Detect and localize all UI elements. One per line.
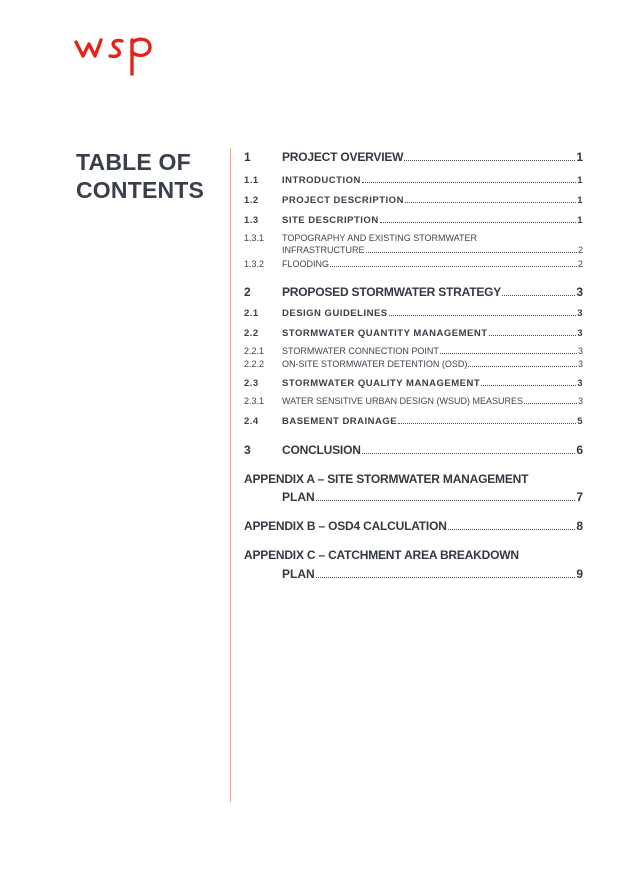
- toc-page: 7: [576, 490, 583, 504]
- toc-page: 3: [577, 328, 583, 339]
- toc-page: 3: [577, 359, 583, 369]
- toc-page: 3: [577, 378, 583, 389]
- toc-page: 5: [577, 416, 583, 427]
- page-title-line-1: TABLE OF: [76, 149, 191, 175]
- toc-title: WATER SENSITIVE URBAN DESIGN (WSUD) MEASURES: [282, 396, 524, 406]
- toc-page: 2: [577, 245, 583, 255]
- toc-title: TOPOGRAPHY AND EXISTING STORMWATER: [282, 233, 478, 243]
- toc-entry-2-2-1[interactable]: [244, 346, 583, 356]
- toc-title: STORMWATER QUALITY MANAGEMENT: [282, 378, 481, 389]
- toc-leader: [362, 445, 576, 454]
- toc-entry-2-1[interactable]: [244, 308, 583, 319]
- toc-appendix-a-line-1[interactable]: APPENDIX A – SITE STORMWATER MANAGEMENT: [244, 472, 529, 486]
- toc-page: 3: [576, 285, 583, 299]
- toc-title: APPENDIX B – OSD4 CALCULATION: [244, 519, 447, 533]
- page-title: [76, 148, 226, 204]
- toc-number: 2.2: [244, 328, 259, 339]
- toc-leader: [389, 309, 577, 316]
- toc-title: SITE DESCRIPTION: [282, 215, 379, 226]
- toc-entry-1-3-1-line-1[interactable]: [244, 233, 477, 243]
- toc-page: 1: [576, 150, 583, 164]
- vertical-divider: [230, 148, 231, 802]
- toc-number: 2.2.2: [244, 359, 265, 369]
- toc-number: 3: [244, 443, 251, 457]
- toc-page: 3: [577, 308, 583, 319]
- toc-entry-2[interactable]: [244, 285, 583, 299]
- toc-title: INFRASTRUCTURE: [282, 245, 365, 255]
- page-title-line-2: CONTENTS: [76, 177, 205, 203]
- toc-entry-2-4[interactable]: [244, 416, 583, 427]
- toc-entry-1-3-2[interactable]: [244, 259, 583, 269]
- toc-number: 2.2.1: [244, 346, 265, 356]
- toc-leader: [316, 569, 576, 578]
- toc-entry-1-3-1-line-2[interactable]: [282, 245, 583, 255]
- toc-title: INTRODUCTION: [282, 175, 361, 186]
- toc-leader: [398, 417, 576, 424]
- toc-number: 1.3: [244, 215, 259, 226]
- toc-page: 3: [577, 346, 583, 356]
- toc-title: STORMWATER CONNECTION POINT: [282, 346, 439, 356]
- toc-title: PROJECT OVERVIEW: [282, 150, 404, 164]
- toc-title: BASEMENT DRAINAGE: [282, 416, 398, 427]
- toc-leader: [481, 379, 576, 386]
- wsp-logo: [74, 34, 158, 78]
- toc-page: 8: [576, 519, 583, 533]
- toc-title: DESIGN GUIDELINES: [282, 308, 388, 319]
- toc-entry-1[interactable]: [244, 150, 583, 164]
- toc-number: 1: [244, 150, 251, 164]
- toc-page: 3: [577, 396, 583, 406]
- toc-leader: [380, 216, 577, 223]
- toc-entry-2-3[interactable]: [244, 378, 583, 389]
- toc-page: 6: [576, 443, 583, 457]
- toc-number: 1.3.1: [244, 233, 265, 243]
- toc-appendix-c-line-1[interactable]: APPENDIX C – CATCHMENT AREA BREAKDOWN: [244, 548, 519, 562]
- toc-entry-2-2[interactable]: [244, 328, 583, 339]
- toc-page: 2: [577, 259, 583, 269]
- toc-number: 2.3: [244, 378, 259, 389]
- toc-title: PLAN: [282, 490, 315, 504]
- toc-leader: [524, 397, 577, 404]
- toc-page: 9: [576, 567, 583, 581]
- toc-leader: [502, 287, 575, 296]
- toc-appendix-a-line-2[interactable]: [282, 490, 583, 504]
- toc-title: STORMWATER QUANTITY MANAGEMENT: [282, 328, 488, 339]
- toc-title: PLAN: [282, 567, 315, 581]
- toc-page: 1: [577, 215, 583, 226]
- toc-entry-2-3-1[interactable]: [244, 396, 583, 406]
- toc-number: 2.4: [244, 416, 259, 427]
- toc-number: 2.1: [244, 308, 259, 319]
- toc-appendix-b[interactable]: [244, 519, 583, 533]
- toc-title: ON-SITE STORMWATER DETENTION (OSD): [282, 359, 468, 369]
- toc-title: CONCLUSION: [282, 443, 361, 457]
- toc-leader: [362, 176, 576, 183]
- toc-entry-1-2[interactable]: [244, 195, 583, 206]
- toc-number: 1.3.2: [244, 259, 265, 269]
- toc-page: 1: [577, 175, 583, 186]
- toc-entry-1-1[interactable]: [244, 175, 583, 186]
- toc-number: 2: [244, 285, 251, 299]
- toc-leader: [405, 196, 576, 203]
- toc-leader: [448, 521, 576, 530]
- toc-title: FLOODING: [282, 259, 330, 269]
- toc-entry-3[interactable]: [244, 443, 583, 457]
- toc-leader: [404, 152, 575, 161]
- toc-leader: [366, 246, 577, 253]
- toc-entry-1-3[interactable]: [244, 215, 583, 226]
- toc-leader: [440, 347, 577, 354]
- toc-title: PROJECT DESCRIPTION: [282, 195, 404, 206]
- toc-page: 1: [577, 195, 583, 206]
- toc-leader: [489, 329, 577, 336]
- toc-entry-2-2-2[interactable]: [244, 359, 583, 369]
- toc-leader: [468, 360, 577, 367]
- toc-number: 1.1: [244, 175, 259, 186]
- toc-number: 2.3.1: [244, 396, 265, 406]
- toc-leader: [330, 260, 577, 267]
- toc-title: PROPOSED STORMWATER STRATEGY: [282, 285, 502, 299]
- toc-leader: [316, 492, 576, 501]
- toc-appendix-c-line-2[interactable]: [282, 567, 583, 581]
- toc-number: 1.2: [244, 195, 259, 206]
